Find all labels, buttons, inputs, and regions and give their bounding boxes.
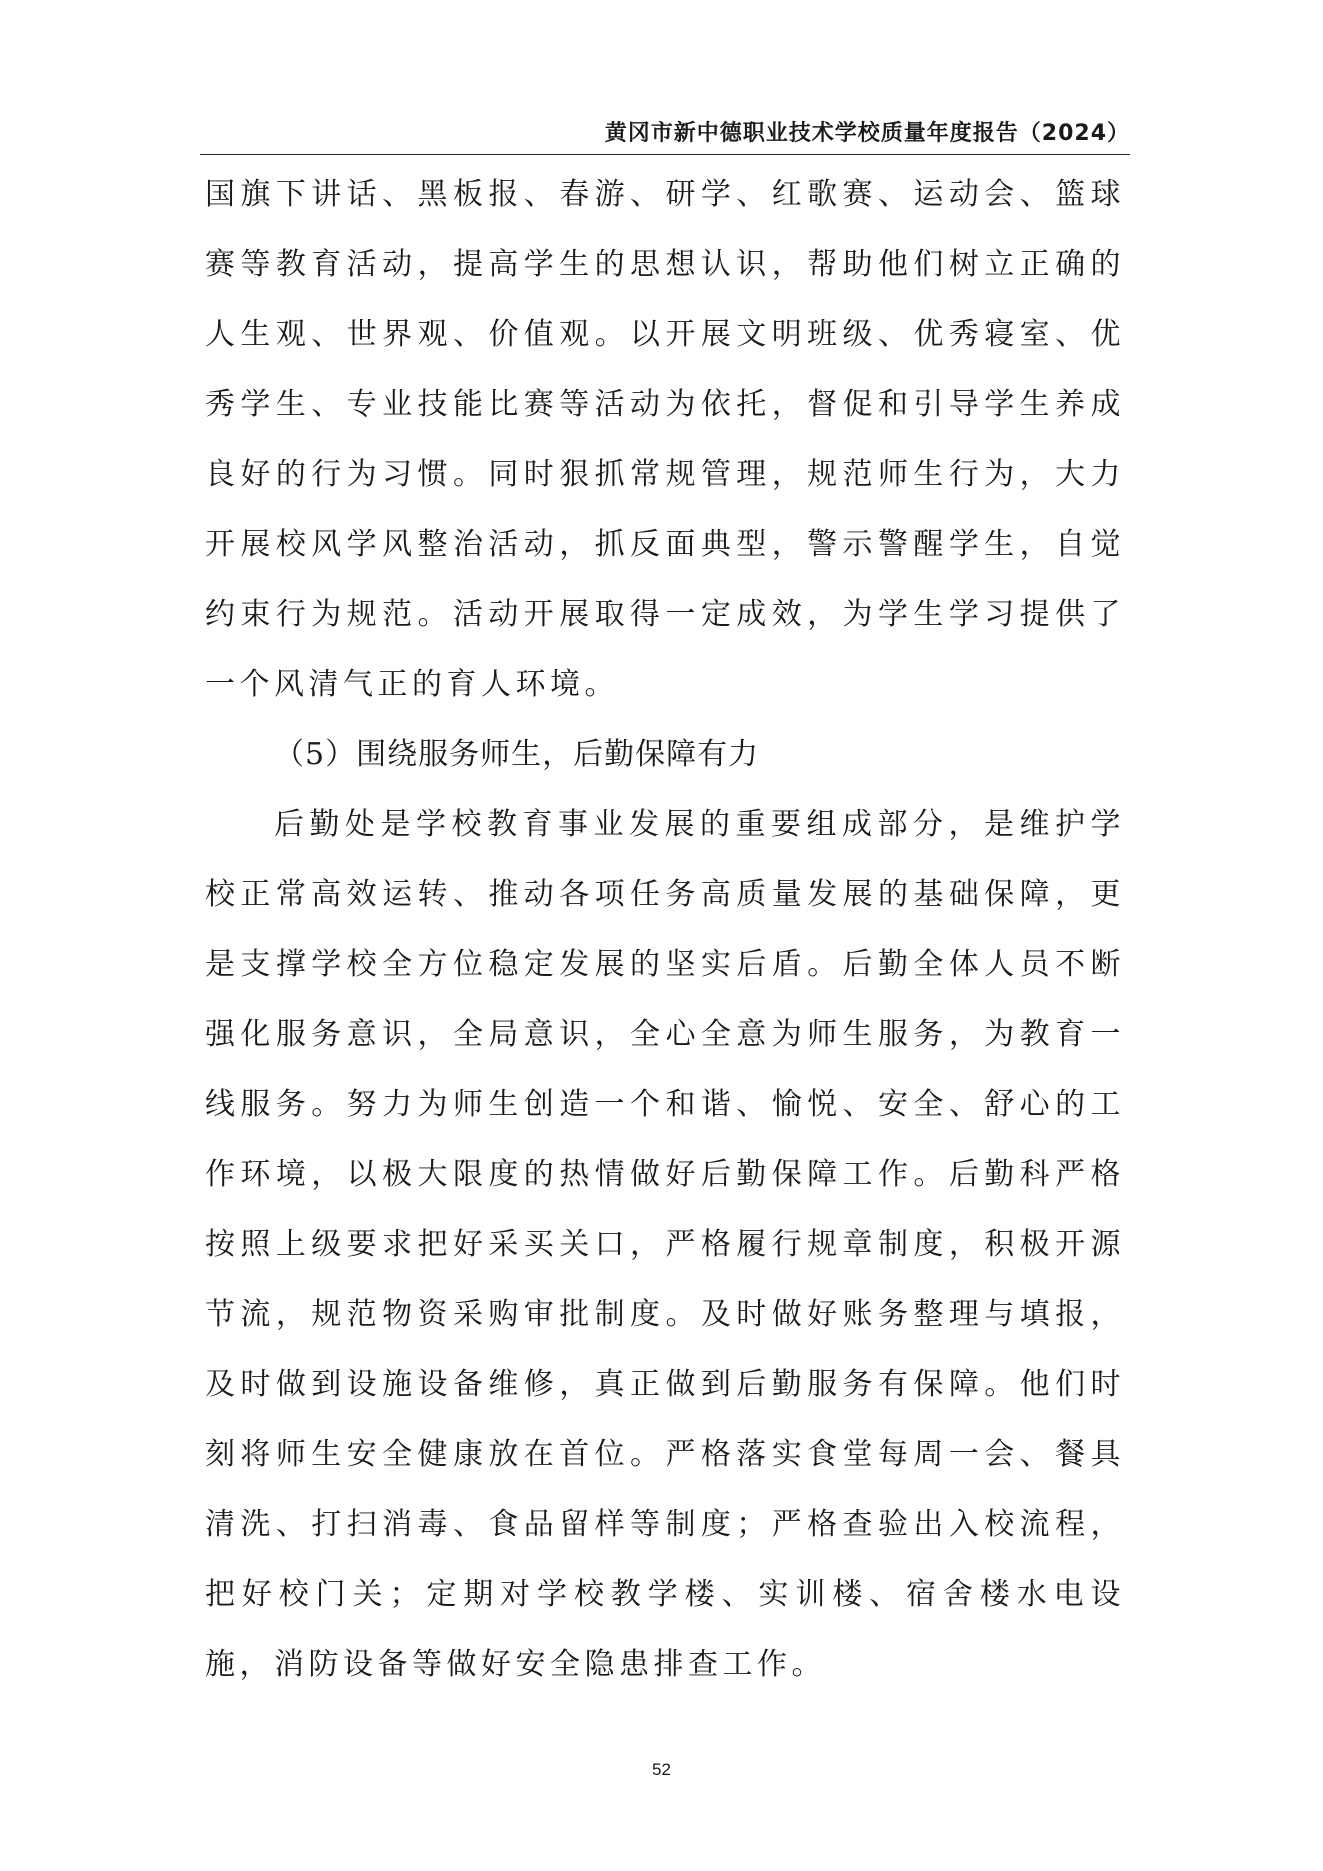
- section-heading: （5）围绕服务师生，后勤保障有力: [274, 737, 760, 772]
- body-paragraph: 国旗下讲话、黑板报、春游、研学、红歌赛、运动会、篮球赛等教育活动，提高学生的思想认识，帮助他们树立正确的人生观、世界观、价值观。以开展文明班级、优秀寝室、优秀学生、专业技能比赛等活动为依托，督促和引导学生养成良好的行为习惯。同时狠抓常规管理，规范师生行为，大力开展校风学风整治活动，抓反面典型，警示警醒学生，自觉约束行为规范。活动开展取得一定成效，为学生学习提供了一个风清气正的育人环境。: [205, 177, 1125, 702]
- body-paragraph: 后勤处是学校教育事业发展的重要组成部分，是维护学校正常高效运转、推动各项任务高质量发展的基础保障，更是支撑学校全方位稳定发展的坚实后盾。后勤全体人员不断强化服务意识，全局意识，全心全意为师生服务，为教育一线服务。努力为师生创造一个和谐、愉悦、安全、舒心的工作环境，以极大限度的热情做好后勤保障工作。后勤科严格按照上级要求把好采买关口，严格履行规章制度，积极开源节流，规范物资采购审批制度。及时做好账务整理与填报，及时做到设施设备维修，真正做到后勤服务有保障。他们时刻将师生安全健康放在首位。严格落实食堂每周一会、餐具清洗、打扫消毒、食品留样等制度；严格查验出入校流程，把好校门关；定期对学校教学楼、实训楼、宿舍楼水电设施，消防设备等做好安全隐患排查工作。: [205, 807, 1125, 1682]
- header-divider: [200, 154, 1130, 155]
- page-number: 52: [652, 1760, 671, 1779]
- report-title: 黄冈市新中德职业技术学校质量年度报告（2024）: [604, 121, 1130, 146]
